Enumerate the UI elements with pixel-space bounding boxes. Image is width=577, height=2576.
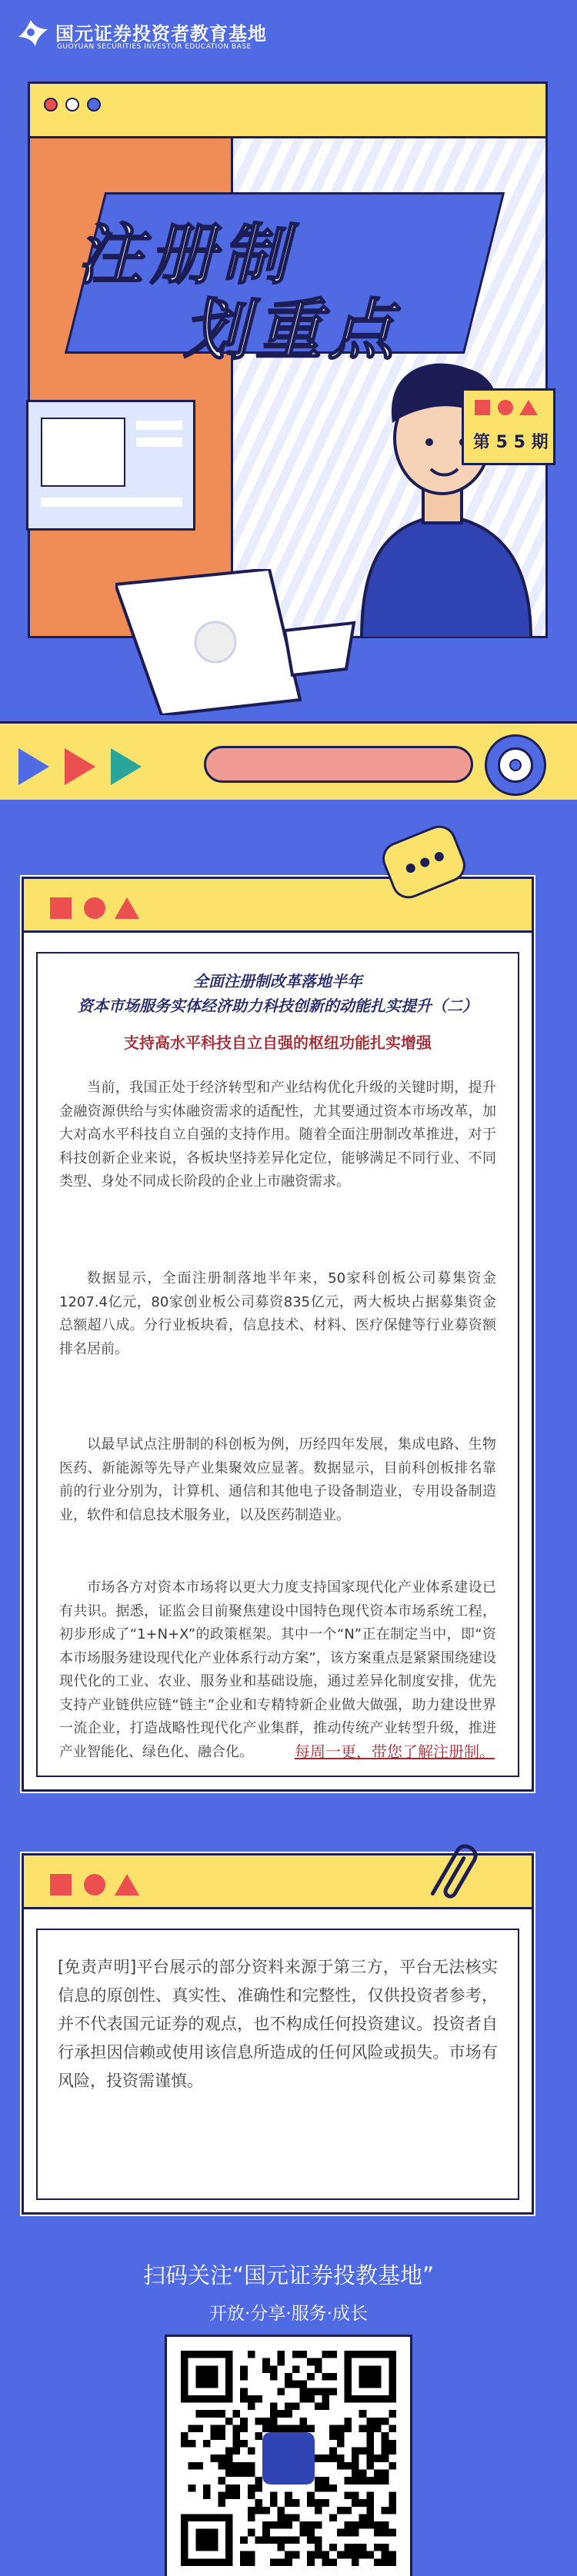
paperclip-icon <box>424 1832 485 1909</box>
qr-code-frame[interactable] <box>165 2335 412 2576</box>
article-body <box>36 952 519 1777</box>
article-card <box>22 877 534 1792</box>
circle-icon <box>498 400 513 415</box>
brand-name-cn: 国元证券投资者教育基地 <box>55 23 267 45</box>
hero-title-line1: 注册制 <box>77 217 294 294</box>
issue-number: 第 5 5 期 <box>473 433 549 452</box>
triangle-icon <box>115 897 139 919</box>
circle-icon <box>84 1874 105 1895</box>
qr-code-icon[interactable] <box>181 2351 396 2566</box>
square-icon <box>50 897 72 919</box>
browser-top-bar <box>28 82 548 138</box>
scan-prompt: 扫码关注“国元证券投教基地” <box>142 2262 435 2288</box>
hero-banner <box>0 0 577 800</box>
article-card-header <box>24 879 532 933</box>
issue-badge <box>462 388 555 465</box>
square-icon <box>475 400 490 415</box>
circle-icon <box>84 897 105 919</box>
progress-bar <box>204 746 473 783</box>
disclaimer-text: [免责声明]平台展示的部分资料来源于第三方，平台无法核实信息的原创性、真实性、准确性和完整性，仅供投资者参考，并不代表国元证券的观点，也不构成任何投资建议。投资者自行承担因信赖或使用该信息所造成的任何风险或损失。市场有风险，投资需谨慎。 <box>58 1958 498 2090</box>
article-heading: 支持高水平科技自立自强的枢纽功能扎实增强 <box>124 1033 432 1052</box>
brand-logo <box>11 14 334 60</box>
article-subtitle-line1: 全面注册制改革落地半年 <box>193 972 362 990</box>
window-dot-icon <box>65 98 79 111</box>
play-triangle-icon <box>18 748 49 785</box>
article-paragraph: 市场各方对资本市场将以更大力度支持国家现代化产业体系建设已有共识。据悉，证监会目前聚焦建设中国特色现代资本市场系统工程，初步形成了“1+N+X”的政策框架。其中一个“N”正在制定当中，即“资本市场服务建设现代化产业体系行动方案”，该方案重点是紧紧围绕建设现代化的工业、农业、服务业和基础设施，通过差异化制度安排，优先支持产业链供应链“链主”企业和专精特新企业做大做强，助力建设世界一流企业，打造战略性现代化产业集群，推动传统产业转型升级，推进产业智能化、绿色化、融合化。 <box>59 1579 496 1760</box>
triangle-icon <box>115 1874 139 1895</box>
brand-name-en: GUOYUAN SECURITIES INVESTOR EDUCATION BASE <box>57 43 252 51</box>
slogan: 开放·分享·服务·成长 <box>209 2304 368 2324</box>
triangle-icon <box>519 400 538 415</box>
laptop-illustration-icon <box>115 569 362 715</box>
square-icon <box>50 1874 72 1895</box>
disclaimer-body <box>36 1929 519 2200</box>
article-paragraph: 以最早试点注册制的科创板为例，历经四年发展，集成电路、生物医药、新能源等先导产业集聚效应显著。数据显示，目前科创板排名靠前的行业分别为，计算机、通信和其他电子设备制造业，专用设备制造业，软件和信息技术服务业，以及医药制造业。 <box>59 1436 496 1523</box>
article-subtitle-line2: 资本市场服务实体经济助力科技创新的动能扎实提升（二） <box>78 997 478 1015</box>
monitor-illustration <box>26 400 195 531</box>
disclaimer-card <box>22 1853 534 2215</box>
logo-mark-icon <box>11 15 51 49</box>
window-dot-icon <box>44 98 58 111</box>
play-triangle-icon <box>111 748 142 785</box>
weekly-update-note: 每周一更，带您了解注册制。 <box>295 1742 495 1761</box>
article-paragraph: 数据显示，全面注册制落地半年来，50家科创板公司募集资金1207.4亿元，80家创业板公司募资835亿元，两大板块占据募集资金总额超八成。分行业板块看，信息技术、材料、医疗保健等行业募资额排名居前。 <box>59 1270 496 1357</box>
window-dot-icon <box>87 98 101 111</box>
play-triangle-icon <box>65 748 95 785</box>
hero-title-line2: 划重点 <box>183 292 400 369</box>
disc-icon <box>485 734 546 796</box>
person-illustration-icon <box>339 331 546 638</box>
article-paragraph: 当前，我国正处于经济转型和产业结构优化升级的关键时期，提升金融资源供给与实体融资需求的适配性，尤其要通过资本市场改革，加大对高水平科技自立自强的支持作用。随着全面注册制改革推进，对于科技创新企业来说，各板块坚持差异化定位，能够满足不同行业、不同类型、身处不同成长阶段的企业上市融资需求。 <box>59 1080 496 1190</box>
